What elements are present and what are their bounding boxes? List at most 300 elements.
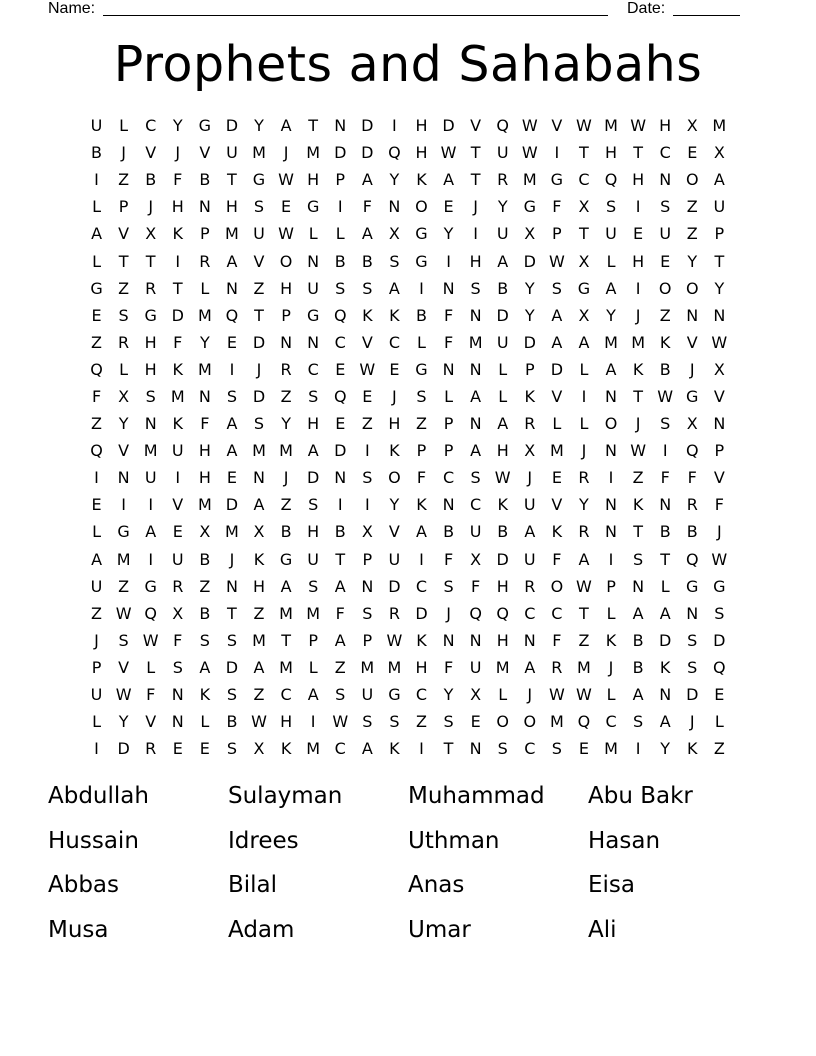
grid-letter: S xyxy=(660,414,671,434)
grid-letter: K xyxy=(389,739,400,759)
grid-letter: M xyxy=(468,332,483,352)
grid-letter: I xyxy=(473,224,478,244)
grid-letter: U xyxy=(253,224,265,244)
grid-letter: J xyxy=(527,685,533,705)
grid-row xyxy=(83,681,733,708)
grid-letter: A xyxy=(497,414,509,434)
grid-letter: B xyxy=(497,278,509,298)
grid-letter: U xyxy=(90,116,103,136)
grid-letter: C xyxy=(280,685,292,705)
grid-letter: H xyxy=(388,414,401,434)
grid-letter: B xyxy=(280,522,292,542)
grid-letter: T xyxy=(633,386,643,406)
grid-letter: K xyxy=(199,685,211,705)
grid-letter: P xyxy=(714,224,725,244)
grid-letter: F xyxy=(714,495,724,515)
grid-letter: T xyxy=(254,305,264,325)
grid-row xyxy=(83,193,733,220)
grid-letter: D xyxy=(171,305,184,325)
grid-letter: K xyxy=(416,495,427,515)
grid-letter: H xyxy=(632,170,645,190)
grid-letter: N xyxy=(117,468,130,488)
grid-letter: D xyxy=(442,116,455,136)
grid-letter: M xyxy=(225,224,239,244)
grid-letter: U xyxy=(605,224,617,244)
grid-letter: Q xyxy=(469,603,482,623)
grid-letter: R xyxy=(524,576,536,596)
grid-letter: X xyxy=(686,116,698,136)
grid-letter: A xyxy=(605,278,617,298)
grid-letter: W xyxy=(278,224,294,244)
grid-letter: T xyxy=(633,143,643,163)
grid-letter: D xyxy=(523,251,536,271)
grid-letter: U xyxy=(171,549,184,569)
grid-letter: M xyxy=(197,305,212,325)
grid-letter: K xyxy=(524,386,536,406)
grid-letter: K xyxy=(389,305,400,325)
grid-letter: D xyxy=(496,549,509,569)
grid-letter: A xyxy=(253,495,265,515)
grid-letter: R xyxy=(388,603,400,623)
grid-letter: W xyxy=(359,359,376,379)
date-label: Date: xyxy=(627,0,666,17)
grid-letter: U xyxy=(523,549,536,569)
grid-letter: S xyxy=(118,630,129,650)
grid-letter: V xyxy=(686,332,698,352)
grid-letter: H xyxy=(198,468,211,488)
grid-letter: J xyxy=(608,657,614,677)
grid-letter: X xyxy=(253,522,265,542)
grid-letter: U xyxy=(469,522,482,542)
grid-letter: N xyxy=(469,359,482,379)
grid-letter: C xyxy=(334,739,346,759)
grid-letter: H xyxy=(659,116,672,136)
grid-letter: J xyxy=(121,143,126,163)
grid-letter: M xyxy=(604,739,618,759)
grid-letter: P xyxy=(552,224,562,244)
grid-letter: E xyxy=(660,251,671,271)
grid-letter: E xyxy=(281,197,292,217)
grid-letter: S xyxy=(199,630,210,650)
grid-letter: M xyxy=(577,657,591,677)
grid-letter: D xyxy=(252,386,266,406)
grid-letter: D xyxy=(361,116,374,136)
grid-letter: U xyxy=(171,441,184,461)
grid-letter: Z xyxy=(199,576,211,596)
grid-letter: Z xyxy=(253,685,265,705)
grid-letter: U xyxy=(659,224,672,244)
grid-letter: G xyxy=(306,197,320,217)
word-list-item: Abu Bakr xyxy=(588,783,693,809)
grid-letter: C xyxy=(578,170,590,190)
grid-letter: Y xyxy=(579,495,589,515)
grid-letter: G xyxy=(577,278,591,298)
grid-letter: M xyxy=(252,630,266,650)
grid-letter: H xyxy=(496,441,509,461)
grid-letter: F xyxy=(362,197,372,217)
grid-letter: O xyxy=(279,251,293,271)
grid-letter: Q xyxy=(144,603,157,623)
grid-letter: I xyxy=(608,549,614,569)
grid-letter: K xyxy=(416,170,427,190)
grid-row xyxy=(83,166,733,193)
grid-letter: M xyxy=(712,116,727,136)
grid-row xyxy=(83,546,733,573)
grid-letter: X xyxy=(118,386,130,406)
grid-letter: X xyxy=(172,603,184,623)
grid-letter: B xyxy=(497,522,509,542)
grid-letter: S xyxy=(335,685,346,705)
grid-letter: N xyxy=(144,414,157,434)
grid-letter: S xyxy=(145,386,156,406)
grid-letter: I xyxy=(337,495,343,515)
grid-row xyxy=(83,329,733,356)
grid-letter: Q xyxy=(713,657,726,677)
grid-letter: A xyxy=(713,170,725,190)
grid-letter: P xyxy=(91,657,102,677)
grid-letter: J xyxy=(392,386,397,406)
grid-letter: R xyxy=(199,251,211,271)
grid-letter: N xyxy=(307,251,320,271)
grid-letter: S xyxy=(362,278,373,298)
grid-letter: D xyxy=(550,359,564,379)
grid-letter: M xyxy=(631,332,645,352)
grid-letter: X xyxy=(578,251,590,271)
grid-letter: T xyxy=(470,170,481,190)
grid-letter: L xyxy=(119,359,129,379)
grid-row xyxy=(83,275,733,302)
word-search-grid xyxy=(83,112,733,762)
grid-letter: V xyxy=(551,116,563,136)
grid-letter: Z xyxy=(118,170,130,190)
grid-letter: U xyxy=(713,197,726,217)
grid-letter: Z xyxy=(713,739,725,759)
grid-letter: B xyxy=(226,712,238,732)
grid-letter: H xyxy=(280,712,293,732)
grid-row xyxy=(83,518,733,545)
grid-letter: T xyxy=(714,251,725,271)
grid-letter: Z xyxy=(118,278,130,298)
grid-letter: R xyxy=(172,576,184,596)
grid-letter: Q xyxy=(604,170,618,190)
grid-letter: E xyxy=(687,143,698,163)
grid-letter: S xyxy=(226,630,237,650)
grid-letter: A xyxy=(280,116,292,136)
grid-letter: U xyxy=(90,685,103,705)
grid-letter: Y xyxy=(118,414,129,434)
grid-letter: E xyxy=(335,359,346,379)
grid-letter: L xyxy=(335,224,345,244)
grid-letter: A xyxy=(470,386,482,406)
grid-letter: B xyxy=(199,170,211,190)
grid-letter: P xyxy=(443,441,454,461)
grid-letter: S xyxy=(118,305,129,325)
grid-letter: A xyxy=(632,685,644,705)
grid-letter: E xyxy=(91,305,102,325)
grid-letter: I xyxy=(364,495,370,515)
grid-letter: S xyxy=(389,251,400,271)
grid-letter: Q xyxy=(577,712,591,732)
grid-letter: Y xyxy=(687,251,698,271)
grid-letter: E xyxy=(172,739,183,759)
grid-letter: S xyxy=(660,197,671,217)
grid-letter: P xyxy=(281,305,291,325)
grid-letter: A xyxy=(361,739,373,759)
grid-letter: S xyxy=(308,576,319,596)
grid-letter: I xyxy=(148,495,154,515)
grid-letter: O xyxy=(685,278,699,298)
grid-letter: J xyxy=(581,441,587,461)
grid-letter: N xyxy=(442,278,455,298)
grid-letter: Y xyxy=(606,305,616,325)
grid-letter: S xyxy=(226,739,237,759)
grid-letter: Y xyxy=(199,332,210,352)
grid-letter: T xyxy=(579,224,589,244)
grid-letter: L xyxy=(498,685,508,705)
grid-letter: W xyxy=(521,143,538,163)
grid-letter: C xyxy=(334,332,346,352)
grid-letter: B xyxy=(659,522,671,542)
grid-letter: Q xyxy=(90,441,103,461)
grid-letter: N xyxy=(713,414,726,434)
grid-letter: S xyxy=(687,630,698,650)
grid-letter: W xyxy=(440,143,457,163)
grid-letter: D xyxy=(225,657,239,677)
grid-letter: H xyxy=(632,251,645,271)
name-label: Name: xyxy=(48,0,96,17)
grid-letter: Z xyxy=(415,712,427,732)
grid-letter: H xyxy=(307,170,320,190)
grid-letter: L xyxy=(498,386,508,406)
grid-letter: Z xyxy=(686,224,698,244)
grid-letter: U xyxy=(226,143,238,163)
grid-letter: Q xyxy=(685,441,699,461)
grid-letter: Q xyxy=(388,143,401,163)
grid-letter: V xyxy=(551,386,563,406)
grid-letter: J xyxy=(635,414,641,434)
grid-letter: E xyxy=(226,332,237,352)
grid-letter: Z xyxy=(415,414,427,434)
grid-letter: J xyxy=(283,143,289,163)
grid-letter: I xyxy=(94,739,99,759)
grid-row xyxy=(83,220,733,247)
grid-letter: T xyxy=(660,549,671,569)
grid-letter: H xyxy=(171,197,184,217)
grid-letter: P xyxy=(308,630,318,650)
grid-letter: I xyxy=(392,116,397,136)
grid-letter: E xyxy=(362,386,373,406)
grid-letter: U xyxy=(496,143,509,163)
grid-letter: A xyxy=(334,630,346,650)
grid-letter: M xyxy=(252,143,266,163)
grid-letter: A xyxy=(497,251,509,271)
grid-letter: L xyxy=(200,278,210,298)
grid-letter: T xyxy=(172,278,183,298)
grid-letter: N xyxy=(442,630,455,650)
grid-letter: E xyxy=(714,685,725,705)
grid-letter: R xyxy=(280,359,292,379)
grid-letter: V xyxy=(145,712,157,732)
grid-letter: N xyxy=(198,197,211,217)
grid-letter: M xyxy=(387,657,402,677)
grid-letter: Z xyxy=(280,386,292,406)
grid-letter: W xyxy=(576,576,592,596)
grid-letter: T xyxy=(579,603,589,623)
grid-letter: F xyxy=(443,657,454,677)
grid-letter: Y xyxy=(172,116,183,136)
grid-letter: I xyxy=(446,251,451,271)
grid-row xyxy=(83,112,733,139)
grid-letter: B xyxy=(686,522,698,542)
grid-letter: D xyxy=(686,685,699,705)
grid-letter: S xyxy=(362,468,373,488)
grid-letter: C xyxy=(415,685,428,705)
grid-letter: Z xyxy=(253,603,265,623)
grid-letter: O xyxy=(550,576,564,596)
grid-letter: W xyxy=(576,116,592,136)
grid-letter: D xyxy=(496,305,509,325)
grid-letter: L xyxy=(714,712,724,732)
grid-letter: H xyxy=(252,576,266,596)
grid-letter: K xyxy=(389,441,400,461)
grid-letter: F xyxy=(552,197,562,217)
grid-letter: Y xyxy=(714,278,725,298)
grid-letter: U xyxy=(144,468,157,488)
grid-letter: M xyxy=(495,657,510,677)
grid-letter: V xyxy=(118,224,130,244)
grid-letter: M xyxy=(549,712,564,732)
grid-letter: D xyxy=(659,630,672,650)
grid-letter: L xyxy=(606,251,616,271)
grid-letter: X xyxy=(199,522,211,542)
grid-letter: W xyxy=(711,549,728,569)
grid-letter: U xyxy=(90,576,103,596)
grid-letter: R xyxy=(118,332,130,352)
grid-letter: U xyxy=(496,224,509,244)
grid-letter: X xyxy=(145,224,157,244)
grid-letter: O xyxy=(685,170,699,190)
grid-letter: G xyxy=(306,305,320,325)
grid-letter: Y xyxy=(389,170,400,190)
word-list-item: Adam xyxy=(228,916,295,943)
grid-letter: X xyxy=(686,414,698,434)
grid-letter: Z xyxy=(91,332,103,352)
grid-letter: S xyxy=(416,386,427,406)
grid-letter: M xyxy=(604,116,618,136)
grid-letter: E xyxy=(335,414,346,434)
grid-letter: Z xyxy=(91,414,103,434)
grid-letter: H xyxy=(415,116,428,136)
grid-letter: W xyxy=(630,116,647,136)
grid-letter: O xyxy=(496,712,509,732)
grid-letter: Z xyxy=(280,495,292,515)
grid-letter: V xyxy=(470,116,482,136)
grid-letter: O xyxy=(388,468,401,488)
grid-letter: Y xyxy=(281,414,291,434)
grid-letter: T xyxy=(227,603,237,623)
grid-letter: F xyxy=(687,468,697,488)
grid-letter: D xyxy=(713,630,726,650)
grid-letter: W xyxy=(278,170,294,190)
grid-letter: Q xyxy=(496,603,509,623)
grid-letter: A xyxy=(659,712,671,732)
grid-letter: N xyxy=(659,495,672,515)
grid-letter: T xyxy=(118,251,129,271)
grid-letter: B xyxy=(443,522,455,542)
grid-letter: I xyxy=(581,386,587,406)
grid-letter: D xyxy=(334,143,347,163)
word-list-item: Bilal xyxy=(228,872,278,898)
grid-row xyxy=(83,735,733,762)
grid-letter: L xyxy=(92,712,101,732)
grid-letter: B xyxy=(659,359,671,379)
grid-letter: I xyxy=(635,739,641,759)
grid-letter: N xyxy=(280,332,293,352)
grid-letter: V xyxy=(118,657,130,677)
grid-letter: J xyxy=(689,712,695,732)
grid-letter: G xyxy=(550,170,564,190)
grid-letter: Z xyxy=(253,278,265,298)
grid-letter: N xyxy=(334,116,347,136)
grid-letter: L xyxy=(579,359,589,379)
grid-letter: J xyxy=(283,468,289,488)
grid-letter: Z xyxy=(118,576,130,596)
grid-letter: E xyxy=(91,495,102,515)
grid-row xyxy=(83,383,733,410)
grid-letter: B xyxy=(334,251,346,271)
grid-letter: I xyxy=(175,468,181,488)
grid-letter: L xyxy=(119,116,129,136)
grid-letter: M xyxy=(522,170,537,190)
grid-letter: S xyxy=(308,495,319,515)
grid-letter: N xyxy=(686,305,699,325)
grid-letter: J xyxy=(94,630,99,650)
grid-letter: W xyxy=(332,712,349,732)
grid-letter: S xyxy=(226,685,237,705)
grid-letter: E xyxy=(551,468,562,488)
grid-letter: S xyxy=(253,414,265,434)
grid-letter: N xyxy=(361,576,374,596)
grid-letter: K xyxy=(416,630,427,650)
grid-letter: T xyxy=(470,143,481,163)
grid-letter: G xyxy=(198,116,212,136)
grid-letter: A xyxy=(470,441,482,461)
grid-letter: H xyxy=(605,143,618,163)
grid-row xyxy=(83,491,733,518)
grid-letter: S xyxy=(443,712,454,732)
grid-letter: L xyxy=(579,414,589,434)
grid-letter: A xyxy=(226,251,238,271)
grid-letter: B xyxy=(415,305,427,325)
grid-letter: M xyxy=(306,143,321,163)
grid-letter: W xyxy=(548,251,565,271)
grid-letter: S xyxy=(687,657,698,677)
grid-letter: W xyxy=(657,386,674,406)
grid-letter: I xyxy=(419,549,424,569)
grid-letter: N xyxy=(605,441,617,461)
grid-letter: Q xyxy=(225,305,239,325)
grid-letter: S xyxy=(389,712,400,732)
grid-letter: T xyxy=(633,522,643,542)
grid-letter: L xyxy=(92,522,101,542)
header-line xyxy=(0,0,816,20)
word-list-item: Hussain xyxy=(48,827,139,854)
grid-letter: H xyxy=(198,441,211,461)
grid-letter: U xyxy=(388,549,401,569)
grid-letter: N xyxy=(225,576,238,596)
grid-letter: S xyxy=(551,739,562,759)
grid-letter: A xyxy=(226,414,238,434)
